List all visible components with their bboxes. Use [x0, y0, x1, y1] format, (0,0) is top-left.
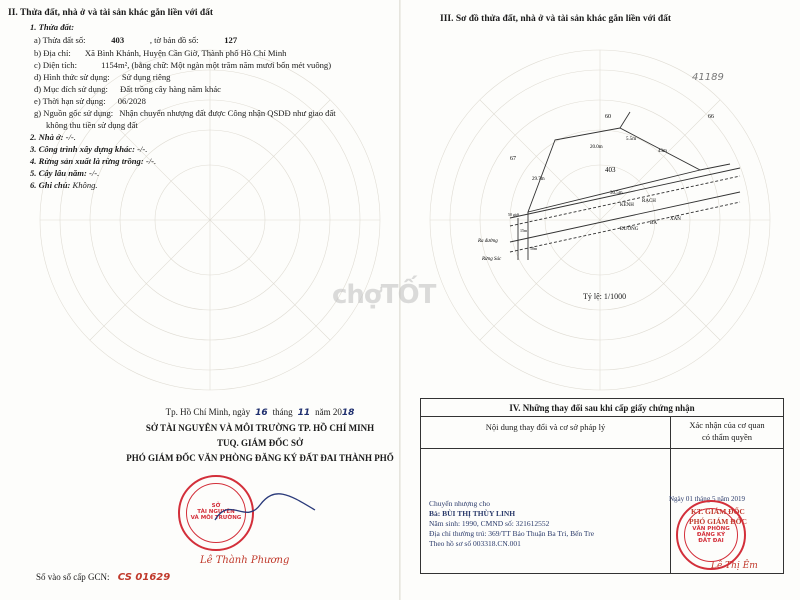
parcel-403-label: 403: [605, 166, 616, 174]
item3-label: 3. Công trình xây dựng khác:: [30, 144, 135, 154]
map-sheet-label: , tờ bản đồ số:: [149, 35, 199, 45]
item5-label: 5. Cây lâu năm:: [30, 168, 87, 178]
section-ii-title: II. Thửa đất, nhà ở và tài sản khác gắn liền với đất: [8, 8, 214, 18]
area-label: c) Diện tích:: [34, 60, 77, 70]
item6-value: Không.: [72, 180, 98, 190]
official-stamp-right: [676, 500, 746, 570]
width-label-1: 15m: [520, 228, 528, 233]
item4-row: [30, 156, 156, 166]
usage-origin-label: g) Nguồn gốc sử dụng:: [34, 108, 114, 118]
area-value: 1154m², (bằng chữ: Một ngàn một trăm năm mươi bốn mét vuông): [101, 60, 332, 70]
item2-value: -/-.: [65, 132, 76, 142]
dimension-3: 43m: [658, 149, 667, 154]
confirm-title-1: KT. GIÁM ĐỐC: [691, 507, 745, 516]
authorization-line: TUQ. GIÁM ĐỐC SỞ: [216, 438, 303, 448]
issue-day: 16: [255, 408, 268, 418]
address-row: [34, 48, 286, 58]
signature-block: [110, 405, 410, 466]
gcn-label: Số vào sổ cấp GCN:: [36, 572, 110, 582]
usage-term-value: 06/2028: [117, 96, 146, 106]
issue-year: 18: [341, 408, 355, 418]
map-sheet-value: 127: [224, 35, 238, 45]
confirm-title-2: PHÓ GIÁM ĐỐC: [689, 517, 747, 526]
usage-origin-value-2: không thu tiền sử dụng đất: [46, 120, 138, 130]
stamp-text-left: SỞ TÀI NGUYÊN VÀ MÔI TRƯỜNG: [190, 503, 242, 521]
item5-value: -/-.: [88, 168, 100, 178]
section-iii-title: III. Sơ đồ thửa đất, nhà ở và tài sản khác gắn liền với đất: [440, 14, 672, 24]
col-confirm-header-line2: có thẩm quyền: [701, 432, 753, 442]
signer-name: Lê Thành Phương: [200, 555, 290, 566]
gcn-row: [36, 572, 170, 583]
width-label-3: 50 giới: [508, 212, 520, 217]
issuing-org: SỞ TÀI NGUYÊN VÀ MÔI TRƯỜNG TP. HỒ CHÍ MINH: [145, 423, 375, 433]
parcel-67-label: 67: [510, 156, 516, 162]
canal-edge-top: [510, 168, 740, 218]
stamp-text-right: VĂN PHÒNG ĐĂNG KÝ ĐẤT ĐAI: [692, 526, 730, 544]
item6-label: 6. Ghi chú:: [30, 180, 71, 190]
col-content-header: Nội dung thay đổi và cơ sở pháp lý: [421, 417, 671, 448]
col-confirm-header-line1: Xác nhận của cơ quan: [689, 420, 765, 430]
usage-origin-value-1: Nhận chuyển nhượng đất được Công nhận QSDĐ như giao đất: [119, 108, 336, 118]
item5-row: [30, 168, 99, 178]
road-label-2: BÀ: [650, 221, 657, 226]
signer-title: PHÓ GIÁM ĐỐC VĂN PHÒNG ĐĂNG KÝ ĐẤT ĐAI THÀNH PHỐ: [126, 453, 394, 463]
issue-month-label: tháng: [272, 407, 293, 417]
parcel-60-label: 60: [605, 114, 611, 120]
note-rung-sac: Rừng Sác: [482, 257, 502, 262]
issue-date-line: [110, 405, 410, 421]
changes-table-header: [421, 417, 783, 449]
transfer-line-5: Theo hồ sơ số 003318.CN.001: [429, 539, 521, 548]
issue-date-prefix: Tp. Hồ Chí Minh, ngày: [165, 407, 251, 417]
confirm-signer: Lê Thị Êm: [711, 561, 758, 571]
road-label-1: ĐƯỜNG: [620, 227, 639, 232]
transfer-line-1: Chuyển nhượng cho: [429, 499, 490, 508]
usage-purpose-label: đ) Mục đích sử dụng:: [34, 84, 108, 94]
confirm-date: Ngày 01 tháng 5 năm 2019: [669, 495, 746, 503]
road-label-3: XÁN: [670, 217, 681, 222]
road-edge-top: [510, 192, 740, 242]
issue-year-prefix: năm 20: [315, 407, 342, 417]
corner-note: 41189: [692, 72, 724, 83]
item6-row: [30, 180, 98, 190]
usage-form-row: [34, 72, 170, 82]
width-label-2: 10m: [530, 246, 538, 251]
dimension-1: 5.5m: [626, 137, 637, 142]
parcel-number-label: a) Thửa đất số:: [34, 35, 86, 45]
changes-table-title: IV. Những thay đổi sau khi cấp giấy chứng nhận: [421, 399, 783, 417]
parcel-number-row: [34, 35, 261, 45]
dimension-4: 29.7m: [532, 177, 545, 182]
item4-value: -/-.: [145, 156, 157, 166]
parcel-sketch: [470, 100, 750, 270]
gcn-value: CS 01629: [117, 572, 171, 583]
dimension-5: 30.5m: [610, 191, 623, 196]
usage-origin-row: [34, 108, 336, 118]
usage-purpose-row: [34, 84, 221, 94]
usage-form-label: d) Hình thức sử dụng:: [34, 72, 110, 82]
item4-label: 4. Rừng sản xuất là rừng trồng:: [30, 156, 144, 166]
item2-row: [30, 132, 76, 142]
change-content-cell: [421, 449, 671, 573]
parcel-number-value: 403: [111, 35, 125, 45]
watermark: chợTỐT: [332, 280, 436, 310]
usage-purpose-value: Đất trồng cây hàng năm khác: [120, 84, 221, 94]
item3-value: -/-.: [137, 144, 148, 154]
canal-label-1: KÊNH: [620, 203, 634, 208]
usage-term-label: e) Thời hạn sử dụng:: [34, 96, 106, 106]
item1-label: 1. Thửa đất:: [30, 22, 75, 32]
parcel-66-label: 66: [708, 114, 714, 120]
usage-form-value: Sử dụng riêng: [121, 72, 171, 82]
issue-month: 11: [297, 408, 311, 418]
transfer-line-2: Bà: BÙI THỊ THÙY LINH: [429, 509, 516, 518]
scale-label: Tỷ lệ: 1/1000: [583, 292, 627, 301]
transfer-line-3: Năm sinh: 1990, CMND số: 321612552: [429, 519, 550, 528]
area-row: [34, 60, 331, 70]
dimension-2: 20.0m: [590, 145, 603, 150]
note-to-road: Ra đường: [478, 239, 498, 244]
address-label: b) Địa chỉ:: [34, 48, 71, 58]
usage-term-row: [34, 96, 146, 106]
item2-label: 2. Nhà ở:: [30, 132, 64, 142]
canal-label-2: RẠCH: [642, 199, 656, 204]
col-confirm-header: [671, 417, 783, 448]
address-value: Xã Bình Khánh, Huyện Cần Giờ, Thành phố Hồ Chí Minh: [84, 48, 287, 58]
transfer-line-4: Địa chỉ thường trú: 369/TT Bảo Thuận Ba Tri, Bến Tre: [429, 529, 595, 538]
item3-row: [30, 144, 147, 154]
signature-scribble-left: [210, 490, 320, 530]
